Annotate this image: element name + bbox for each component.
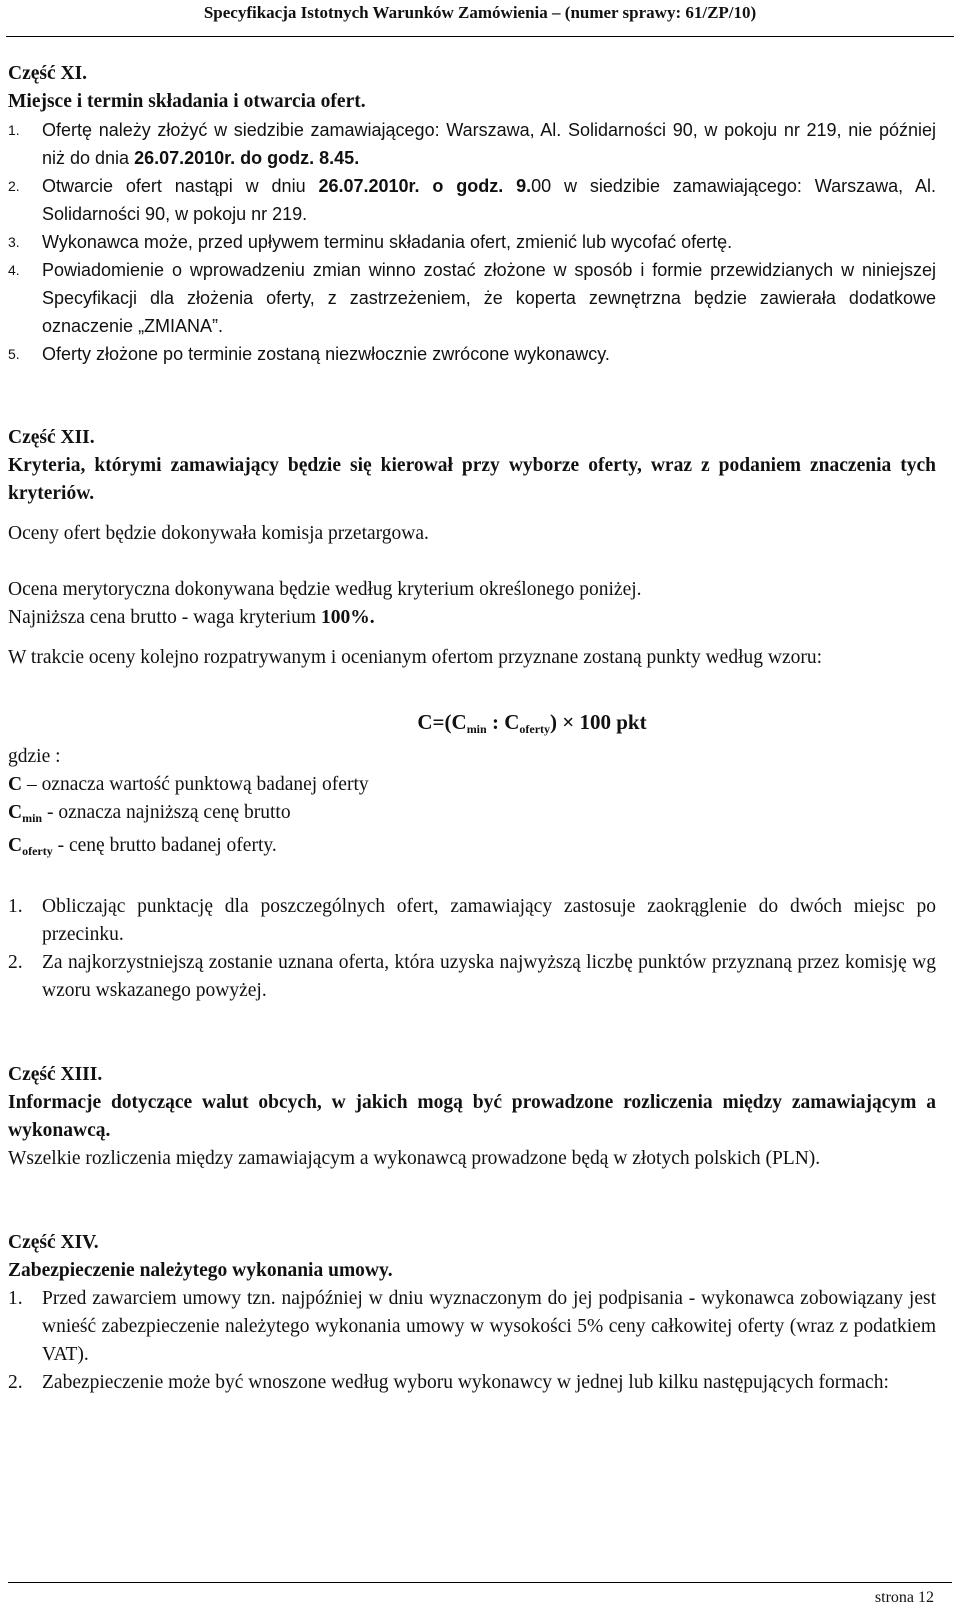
list-item	[8, 949, 936, 1005]
paragraph: Ocena merytoryczna dokonywana będzie według kryterium określonego poniżej.	[8, 579, 642, 600]
list-item	[8, 1285, 936, 1369]
item-number: 3.	[8, 234, 20, 250]
section-xii	[8, 424, 936, 1005]
item-number: 4.	[8, 262, 20, 278]
document-header	[0, 0, 960, 32]
section-label: Część XII.	[8, 427, 95, 448]
item-number: 1.	[8, 1288, 23, 1309]
opening-date: 26.07.2010r. o godz. 9.	[318, 176, 532, 196]
item-text: Obliczając punktację dla poszczególnych ofert, zamawiający zastosuje zaokrąglenie do dwóch miejsc po przecinku.	[42, 896, 936, 945]
section-title: Miejsce i termin składania i otwarcia ofert.	[8, 91, 366, 112]
section-xiii	[8, 1061, 936, 1173]
definition-item: $C_{oferty}$ - cenę brutto badanej oferty.	[8, 835, 277, 858]
item-text: Wykonawca może, przed upływem terminu składania ofert, zmienić lub wycofać ofertę.	[42, 232, 733, 252]
where-label: gdzie :	[8, 746, 61, 767]
section-title: Zabezpieczenie należytego wykonania umowy.	[8, 1260, 393, 1281]
list-item	[8, 1369, 936, 1397]
item-number: 2.	[8, 952, 23, 973]
section-title: Informacje dotyczące walut obcych, w jakich mogą być prowadzone rozliczenia między zamawiającym a wykonawcą.	[8, 1092, 936, 1141]
paragraph: W trakcie oceny kolejno rozpatrywanym i ocenianym ofertom przyznane zostaną punkty według wzoru:	[8, 647, 823, 668]
item-text: Powiadomienie o wprowadzeniu zmian winno zostać złożone w sposób i formie przewidzianych w niniejszej Specyfikacji dla złożenia oferty, z zastrzeżeniem, że koperta zewnętrzna będzie zawierała dodatkowe oznaczenie „ZMIANA”.	[42, 260, 936, 336]
list-item	[8, 228, 936, 256]
item-text: Za najkorzystniejszą zostanie uznana oferta, która uzyska najwyższą liczbę punktów przyznaną przez komisję wg wzoru wskazanego powyżej.	[42, 952, 936, 1001]
list-item	[8, 172, 936, 228]
item-number: 2.	[8, 178, 20, 194]
definition-item: $C_{min}$ - oznacza najniższą cenę brutto	[8, 802, 291, 825]
document-body	[8, 60, 936, 1397]
list-item	[8, 893, 936, 949]
item-number: 5.	[8, 346, 20, 362]
section-xi	[8, 60, 936, 368]
page-number: strona 12	[874, 1589, 934, 1606]
item-number: 1.	[8, 122, 20, 138]
header-divider	[6, 36, 954, 37]
item-number: 2.	[8, 1372, 23, 1393]
weight-value: 100%.	[320, 607, 375, 628]
paragraph: Najniższa cena brutto - waga kryterium 100%.	[8, 607, 375, 628]
item-text: Otwarcie ofert nastąpi w dniu 26.07.2010r. o godz. 9.00 w siedzibie zamawiającego: Warszawa, Al. Solidarności 90, w pokoju nr 219.	[42, 176, 936, 224]
section-xiv	[8, 1229, 936, 1397]
paragraph: Oceny ofert będzie dokonywała komisja przetargowa.	[8, 523, 429, 544]
list-item	[8, 256, 936, 340]
item-text: Oferty złożone po terminie zostaną niezwłocznie zwrócone wykonawcy.	[42, 344, 610, 364]
item-text: Zabezpieczenie może być wnoszone według wyboru wykonawcy w jednej lub kilku następujących formach:	[42, 1372, 889, 1393]
deadline-date: 26.07.2010r. do godz. 8.45.	[134, 148, 360, 168]
footer-divider	[8, 1582, 952, 1583]
item-text: Przed zawarciem umowy tzn. najpóźniej w dniu wyznaczonym do jej podpisania - wykonawca zobowiązany jest wnieść zabezpieczenie należytego wykonania umowy w wysokości 5% ceny całkowitej oferty (wraz z podatkiem VAT).	[42, 1288, 936, 1365]
definition-item: C – oznacza wartość punktową badanej oferty	[8, 774, 369, 795]
item-text: Ofertę należy złożyć w siedzibie zamawiającego: Warszawa, Al. Solidarności 90, w pokoju nr 219, nie później niż do dnia 26.07.2010r. do godz. 8.45.	[42, 120, 936, 168]
section-label: Część XI.	[8, 63, 88, 84]
header-title: Specyfikacja Istotnych Warunków Zamówienia – (numer sprawy: 61/ZP/10)	[203, 3, 757, 22]
paragraph: Wszelkie rozliczenia między zamawiającym a wykonawcą prowadzone będą w złotych polskich (PLN).	[8, 1148, 821, 1169]
scoring-formula: $C=(C_{min}$ : $C_{oferty}) \times 100$ pkt	[417, 710, 647, 736]
item-number: 1.	[8, 896, 23, 917]
section-label: Część XIII.	[8, 1064, 103, 1085]
list-item	[8, 340, 936, 368]
list-item	[8, 116, 936, 172]
section-title: Kryteria, którymi zamawiający będzie się kierował przy wyborze oferty, wraz z podaniem znaczenia tych kryteriów.	[8, 455, 936, 504]
section-label: Część XIV.	[8, 1232, 99, 1253]
